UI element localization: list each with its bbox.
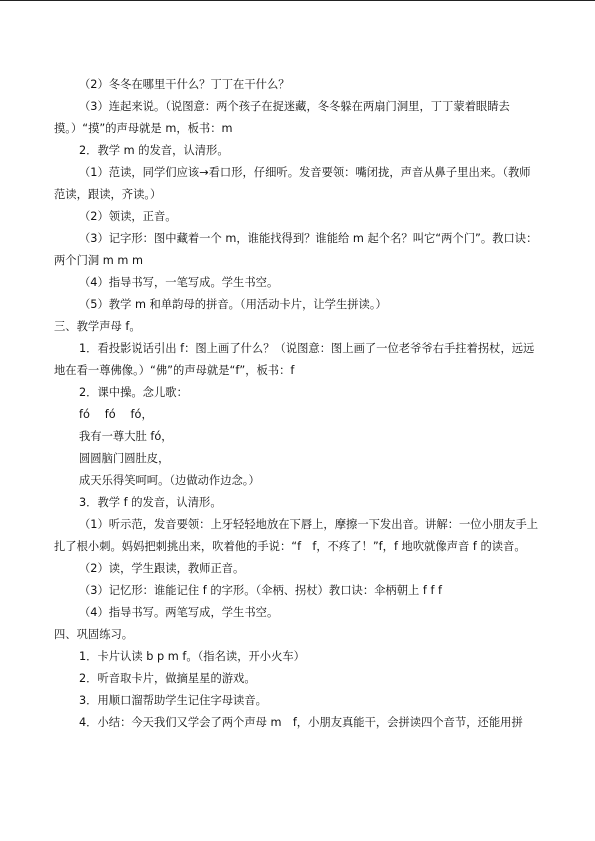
- paragraph: （4）指导书写。两笔写成，学生书空。: [79, 606, 279, 619]
- paragraph: （2）读，学生跟读，教师正音。: [79, 562, 245, 575]
- paragraph: （3）记字形：图中藏着一个 m，谁能找得到？谁能给 m 起个名？叫它“两个门”。教口诀：两个门洞 m m m: [54, 232, 538, 267]
- section-heading: 四、巩固练习。: [54, 628, 134, 641]
- paragraph: 3．教学 f 的发音，认清形。: [79, 496, 222, 509]
- paragraph: 2．听音取卡片，做摘星星的游戏。: [79, 672, 256, 685]
- paragraph: （3）记忆形：谁能记住 f 的字形。（伞柄、拐杖）教口诀：伞柄朝上 f f f: [79, 584, 443, 597]
- paragraph: 3．用顺口溜帮助学生记住字母读音。: [79, 694, 267, 707]
- paragraph: （1）范读，同学们应该→看口形，仔细听。发音要领：嘴闭拢，声音从鼻子里出来。（教师范读，跟读，齐读。）: [54, 166, 531, 201]
- paragraph: 1．卡片认读 b p m f。（指名读，开小火车）: [79, 650, 305, 663]
- paragraph: （2）领读，正音。: [79, 210, 177, 223]
- paragraph: （4）指导书写，一笔写成。学生书空。: [79, 276, 279, 289]
- section-heading: 三、教学声母 f。: [54, 320, 141, 333]
- rhyme-line: 成天乐得笑呵呵。（边做动作边念。）: [79, 474, 260, 487]
- top-border-line: [0, 0, 595, 1]
- document-body: [54, 74, 541, 734]
- rhyme-line: fó fó fó，: [79, 408, 153, 421]
- rhyme-line: 圆圆脑门圆肚皮，: [79, 452, 170, 465]
- paragraph: （5）教学 m 和单韵母的拼音。（用活动卡片，让学生拼读。）: [79, 298, 387, 311]
- paragraph: （3）连起来说。（说图意：两个孩子在捉迷藏，冬冬躲在两扇门洞里，丁丁蒙着眼睛去摸。）“摸”的声母就是 m，板书：m: [54, 100, 510, 135]
- paragraph: 1．看投影说话引出 f：图上画了什么？（说图意：图上画了一位老爷爷右手拄着拐杖，远远地在看一尊佛像。）“佛”的声母就是“f”，板书：f: [54, 342, 535, 377]
- rhyme-line: 我有一尊大肚 fó，: [79, 430, 173, 443]
- paragraph: 4．小结：今天我们又学会了两个声母 m f，小朋友真能干，会拼读四个音节，还能用拼: [79, 716, 523, 729]
- paragraph: 2．课中操。念儿歌：: [79, 386, 188, 399]
- paragraph: （2）冬冬在哪里干什么？丁丁在干什么？: [79, 78, 290, 91]
- paragraph: 2．教学 m 的发音，认清形。: [79, 144, 229, 157]
- paragraph: （1）听示范，发音要领：上牙轻轻地放在下唇上，摩擦一下发出音。讲解：一位小朋友手上扎了根小刺。妈妈把刺挑出来，吹着他的手说：“f f，不疼了！”f，f 地吹就像声音 f 的读音。: [54, 518, 539, 553]
